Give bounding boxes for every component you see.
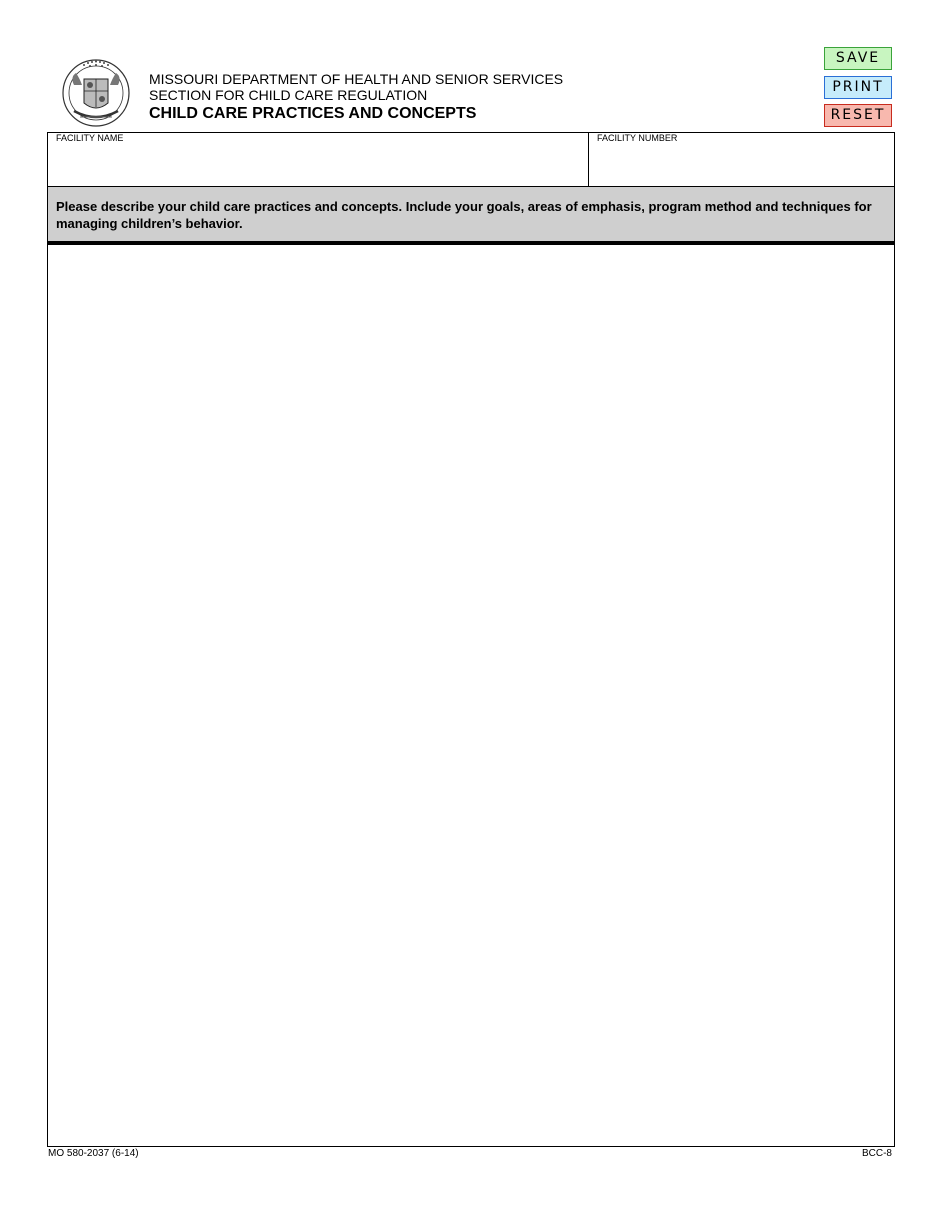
facility-name-field[interactable] (54, 147, 582, 183)
department-name: MISSOURI DEPARTMENT OF HEALTH AND SENIOR SERVICES (149, 71, 564, 87)
facility-number-label: FACILITY NUMBER (597, 133, 678, 143)
form-body (47, 132, 895, 1147)
missouri-state-seal-icon (60, 55, 132, 131)
facility-fields-row (48, 133, 894, 187)
facility-number-field[interactable] (595, 147, 888, 183)
section-name: SECTION FOR CHILD CARE REGULATION (149, 87, 428, 103)
form-code: BCC-8 (861, 1148, 892, 1159)
form-number: MO 580-2037 (6-14) (48, 1148, 139, 1159)
practices-concepts-textarea[interactable] (48, 245, 894, 1146)
save-button[interactable]: SAVE (824, 47, 892, 70)
form-header (149, 71, 563, 124)
instructions-text: Please describe your child care practices and concepts. Include your goals, areas of emphasis, program method and techniques for managing children’s behavior. (48, 187, 894, 241)
reset-button[interactable]: RESET (824, 104, 892, 127)
facility-number-cell (589, 133, 894, 186)
form-title: CHILD CARE PRACTICES AND CONCEPTS (149, 105, 477, 122)
facility-name-label: FACILITY NAME (56, 133, 124, 143)
facility-name-cell (48, 133, 589, 186)
print-button[interactable]: PRINT (824, 76, 892, 99)
